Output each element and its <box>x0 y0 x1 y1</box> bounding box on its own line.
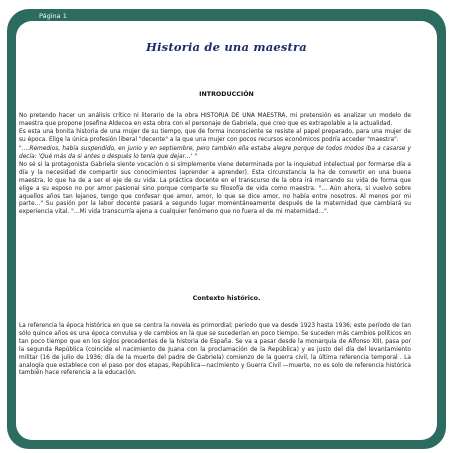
paragraph: La referencia la época histórica en que se centra la novela es primordial; periodo que va desde 1923 hasta 1936; este período de tan sólo quince años es una época convulsa y de cambios en la que se sucederían en poco tiempo. Se suceden más cambios políticos en tan poco tiempo que en los siglos precedentes de la historia de España. Se va a pasar desde la monarquía de Alfonso XIII, pasa por la segunda República (coincide el nacimiento de Juana con la proclamación de la República) y es justo del día del levantamiento militar (16 de julio de 1936; día de la muerte del padre de Gabriela) comienzo de la guerra civil, la última referencia temporal . La analogía que establece con el paso por dos etapas, República—nacimiento y Guerra Civil —muerte, no es solo de referencia histórica también hace referencia a la educación. <box>19 323 411 377</box>
section-contexto-body <box>19 323 411 379</box>
page-frame <box>7 9 446 449</box>
paragraph: Es esta una bonita historia de una mujer de su tiempo, que de forma inconsciente se resiste al papel preparado, para una mujer de su época. Elige la única profesión liberal "decente" a la que una mujer con pocos recursos económicos podría acceder "maestra". <box>19 129 411 144</box>
quote-paragraph: "….Remedios, había suspendido, en junio y en septiembre, pero también ella estaba alegre porque de todos modos iba a casarse y decía: 'Qué más da si antes o después lo tenía que dejar…' " <box>19 145 411 160</box>
paragraph: No pretendo hacer un análisis crítico ni literario de la obra HISTORIA DE UNA MAESTRA, mi pretensión es analizar un modelo de maestra que propone Josefina Aldecoa en esta obra con el personaje de Gabriela, que creo que es extrapolable a la actualidad. <box>19 113 411 127</box>
document-title: Historia de una maestra <box>146 40 307 54</box>
section-heading-introduccion: INTRODUCCIÓN <box>199 91 254 98</box>
section-heading-contexto-historico: Contexto histórico. <box>192 295 261 302</box>
page-number-label: Página 1 <box>39 12 67 20</box>
paragraph: No sé si la protagonista Gabriela siente vocación o si simplemente viene determinada por la inquietud intelectual por formarse día a día y la necesidad de compartir sus conocimientos (aprender a aprender). Esta circunstancia la ha de convertir en una buena maestra, lo que ha de a ser el eje de su vida. La práctica docente en el transcurso de la obra irá marcando su vida de forma que elige a su esposo no por amor pasional sino porque comparte su filosofía de vida como maestra. "… Aún ahora, si vuelvo sobre aquellos años tan lejanos, tengo que confesar que amor, amor, lo que se dice amor, no había entre nosotros. Al menos por mi parte…" Su pasión por la labor docente pasará a segundo lugar momentáneamente después de la maternidad que cambiará su experiencia vital. "…Mi vida transcurría ajena a cualquier fenómeno que no fuera el de mi maternidad…". <box>19 161 411 216</box>
section-introduccion-body <box>19 113 411 218</box>
